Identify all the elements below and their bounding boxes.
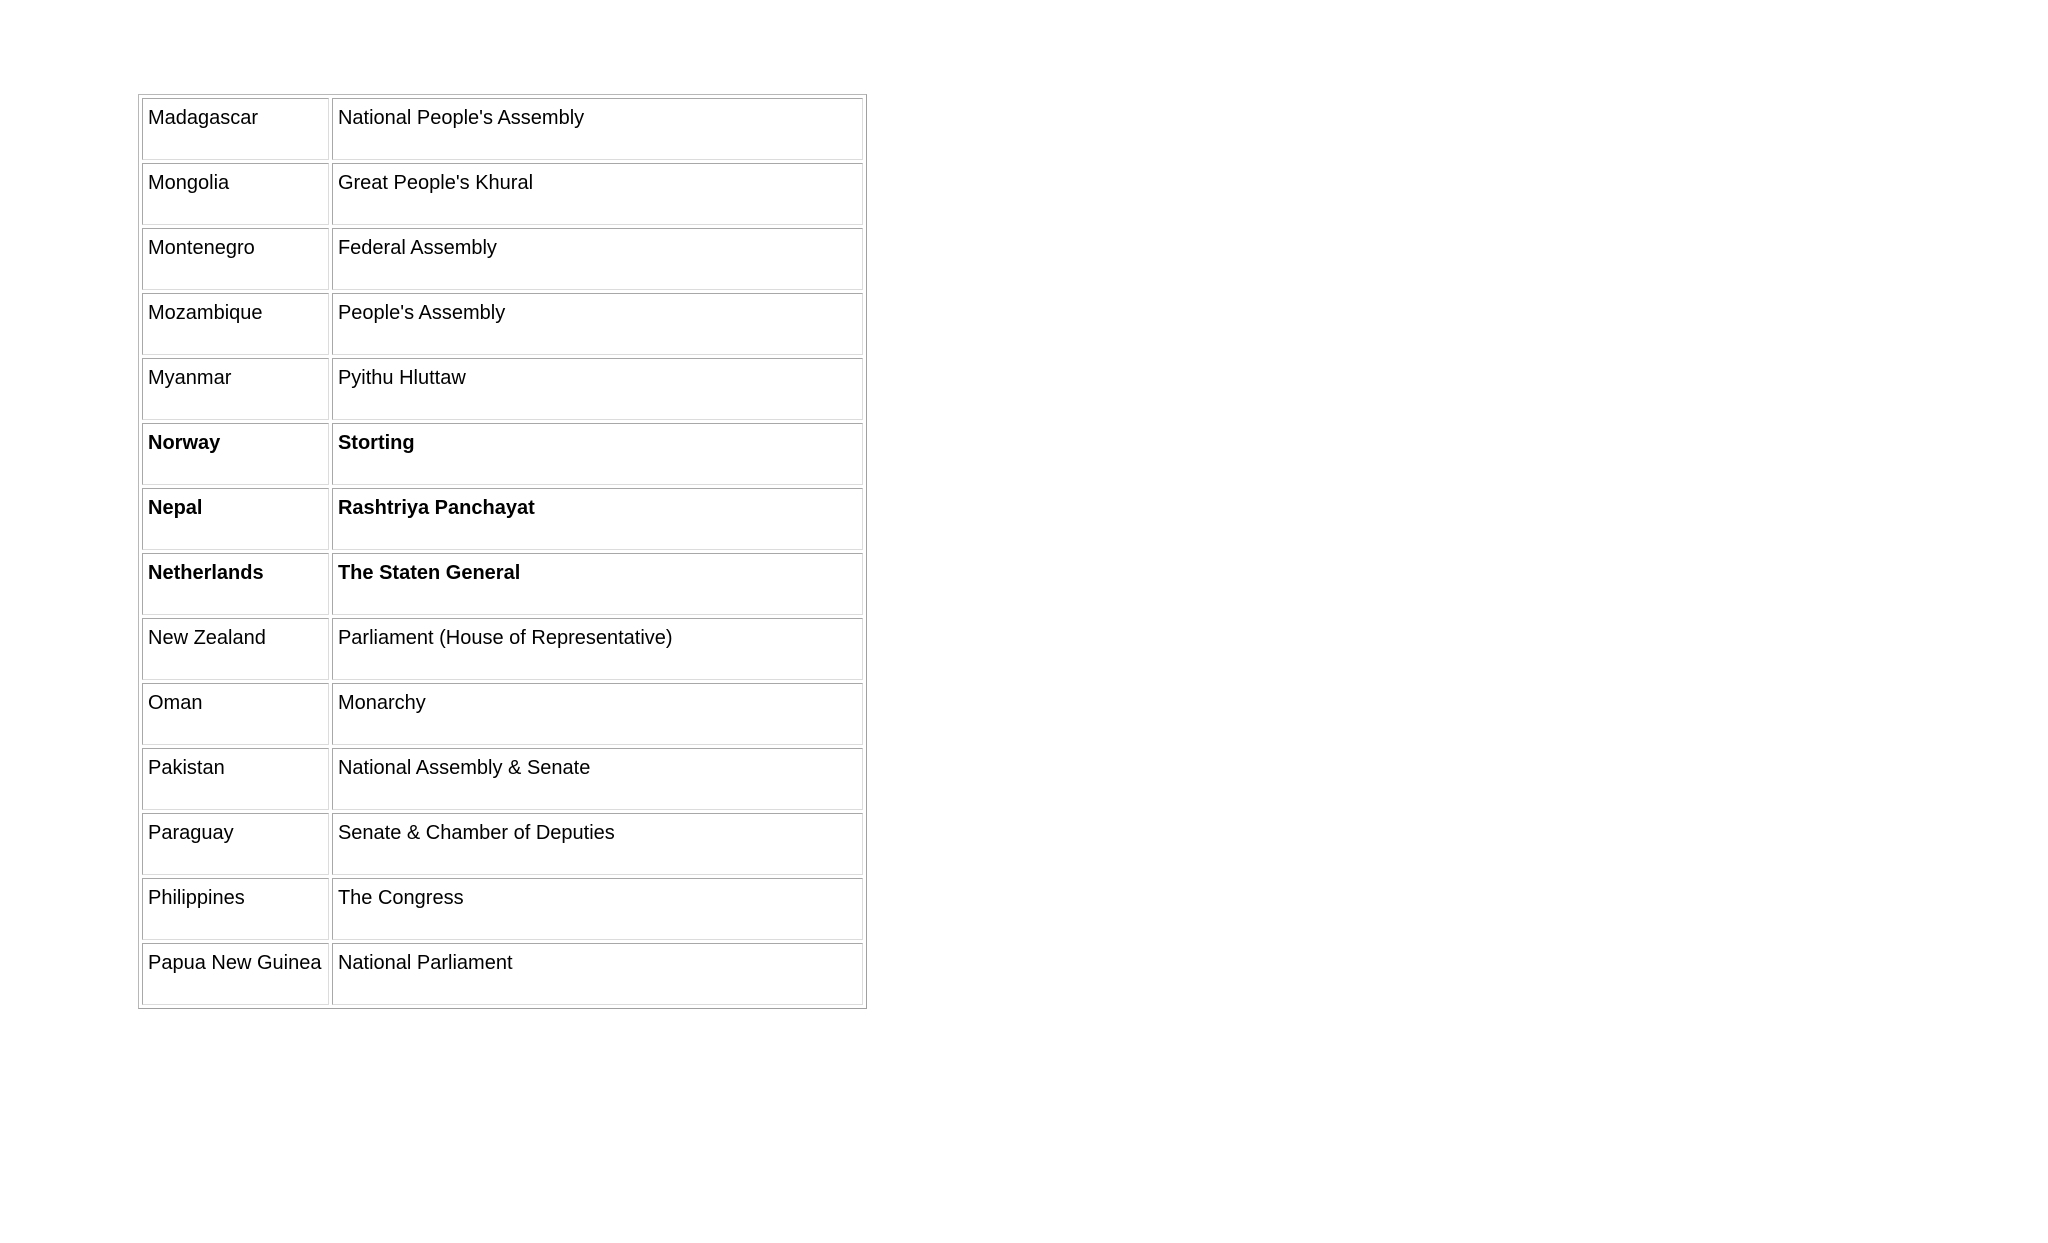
table-row [142, 683, 863, 745]
table-row [142, 748, 863, 810]
parliament-cell: The Staten General [332, 553, 863, 615]
table-row [142, 943, 863, 1005]
table-row [142, 553, 863, 615]
table-row [142, 813, 863, 875]
country-cell: Myanmar [142, 358, 329, 420]
table-row [142, 878, 863, 940]
parliament-cell: Monarchy [332, 683, 863, 745]
country-cell: Mozambique [142, 293, 329, 355]
table-row [142, 228, 863, 290]
table-row [142, 293, 863, 355]
parliament-cell: Rashtriya Panchayat [332, 488, 863, 550]
country-cell: Nepal [142, 488, 329, 550]
parliament-cell: People's Assembly [332, 293, 863, 355]
parliament-cell: The Congress [332, 878, 863, 940]
country-cell: Mongolia [142, 163, 329, 225]
table-row [142, 423, 863, 485]
country-cell: Papua New Guinea [142, 943, 329, 1005]
parliament-cell: National Parliament [332, 943, 863, 1005]
parliament-cell: Senate & Chamber of Deputies [332, 813, 863, 875]
table-row [142, 618, 863, 680]
country-cell: Oman [142, 683, 329, 745]
country-cell: Philippines [142, 878, 329, 940]
parliament-cell: Great People's Khural [332, 163, 863, 225]
table-body [142, 98, 863, 1005]
parliament-cell: National People's Assembly [332, 98, 863, 160]
parliament-cell: Parliament (House of Representative) [332, 618, 863, 680]
country-cell: Netherlands [142, 553, 329, 615]
country-cell: Madagascar [142, 98, 329, 160]
table-row [142, 163, 863, 225]
parliament-cell: National Assembly & Senate [332, 748, 863, 810]
country-cell: Norway [142, 423, 329, 485]
country-cell: Paraguay [142, 813, 329, 875]
country-cell: Montenegro [142, 228, 329, 290]
table-row [142, 358, 863, 420]
table-row [142, 488, 863, 550]
parliament-cell: Federal Assembly [332, 228, 863, 290]
parliament-cell: Storting [332, 423, 863, 485]
table-row [142, 98, 863, 160]
parliament-table [138, 94, 867, 1009]
parliament-cell: Pyithu Hluttaw [332, 358, 863, 420]
country-cell: New Zealand [142, 618, 329, 680]
country-cell: Pakistan [142, 748, 329, 810]
